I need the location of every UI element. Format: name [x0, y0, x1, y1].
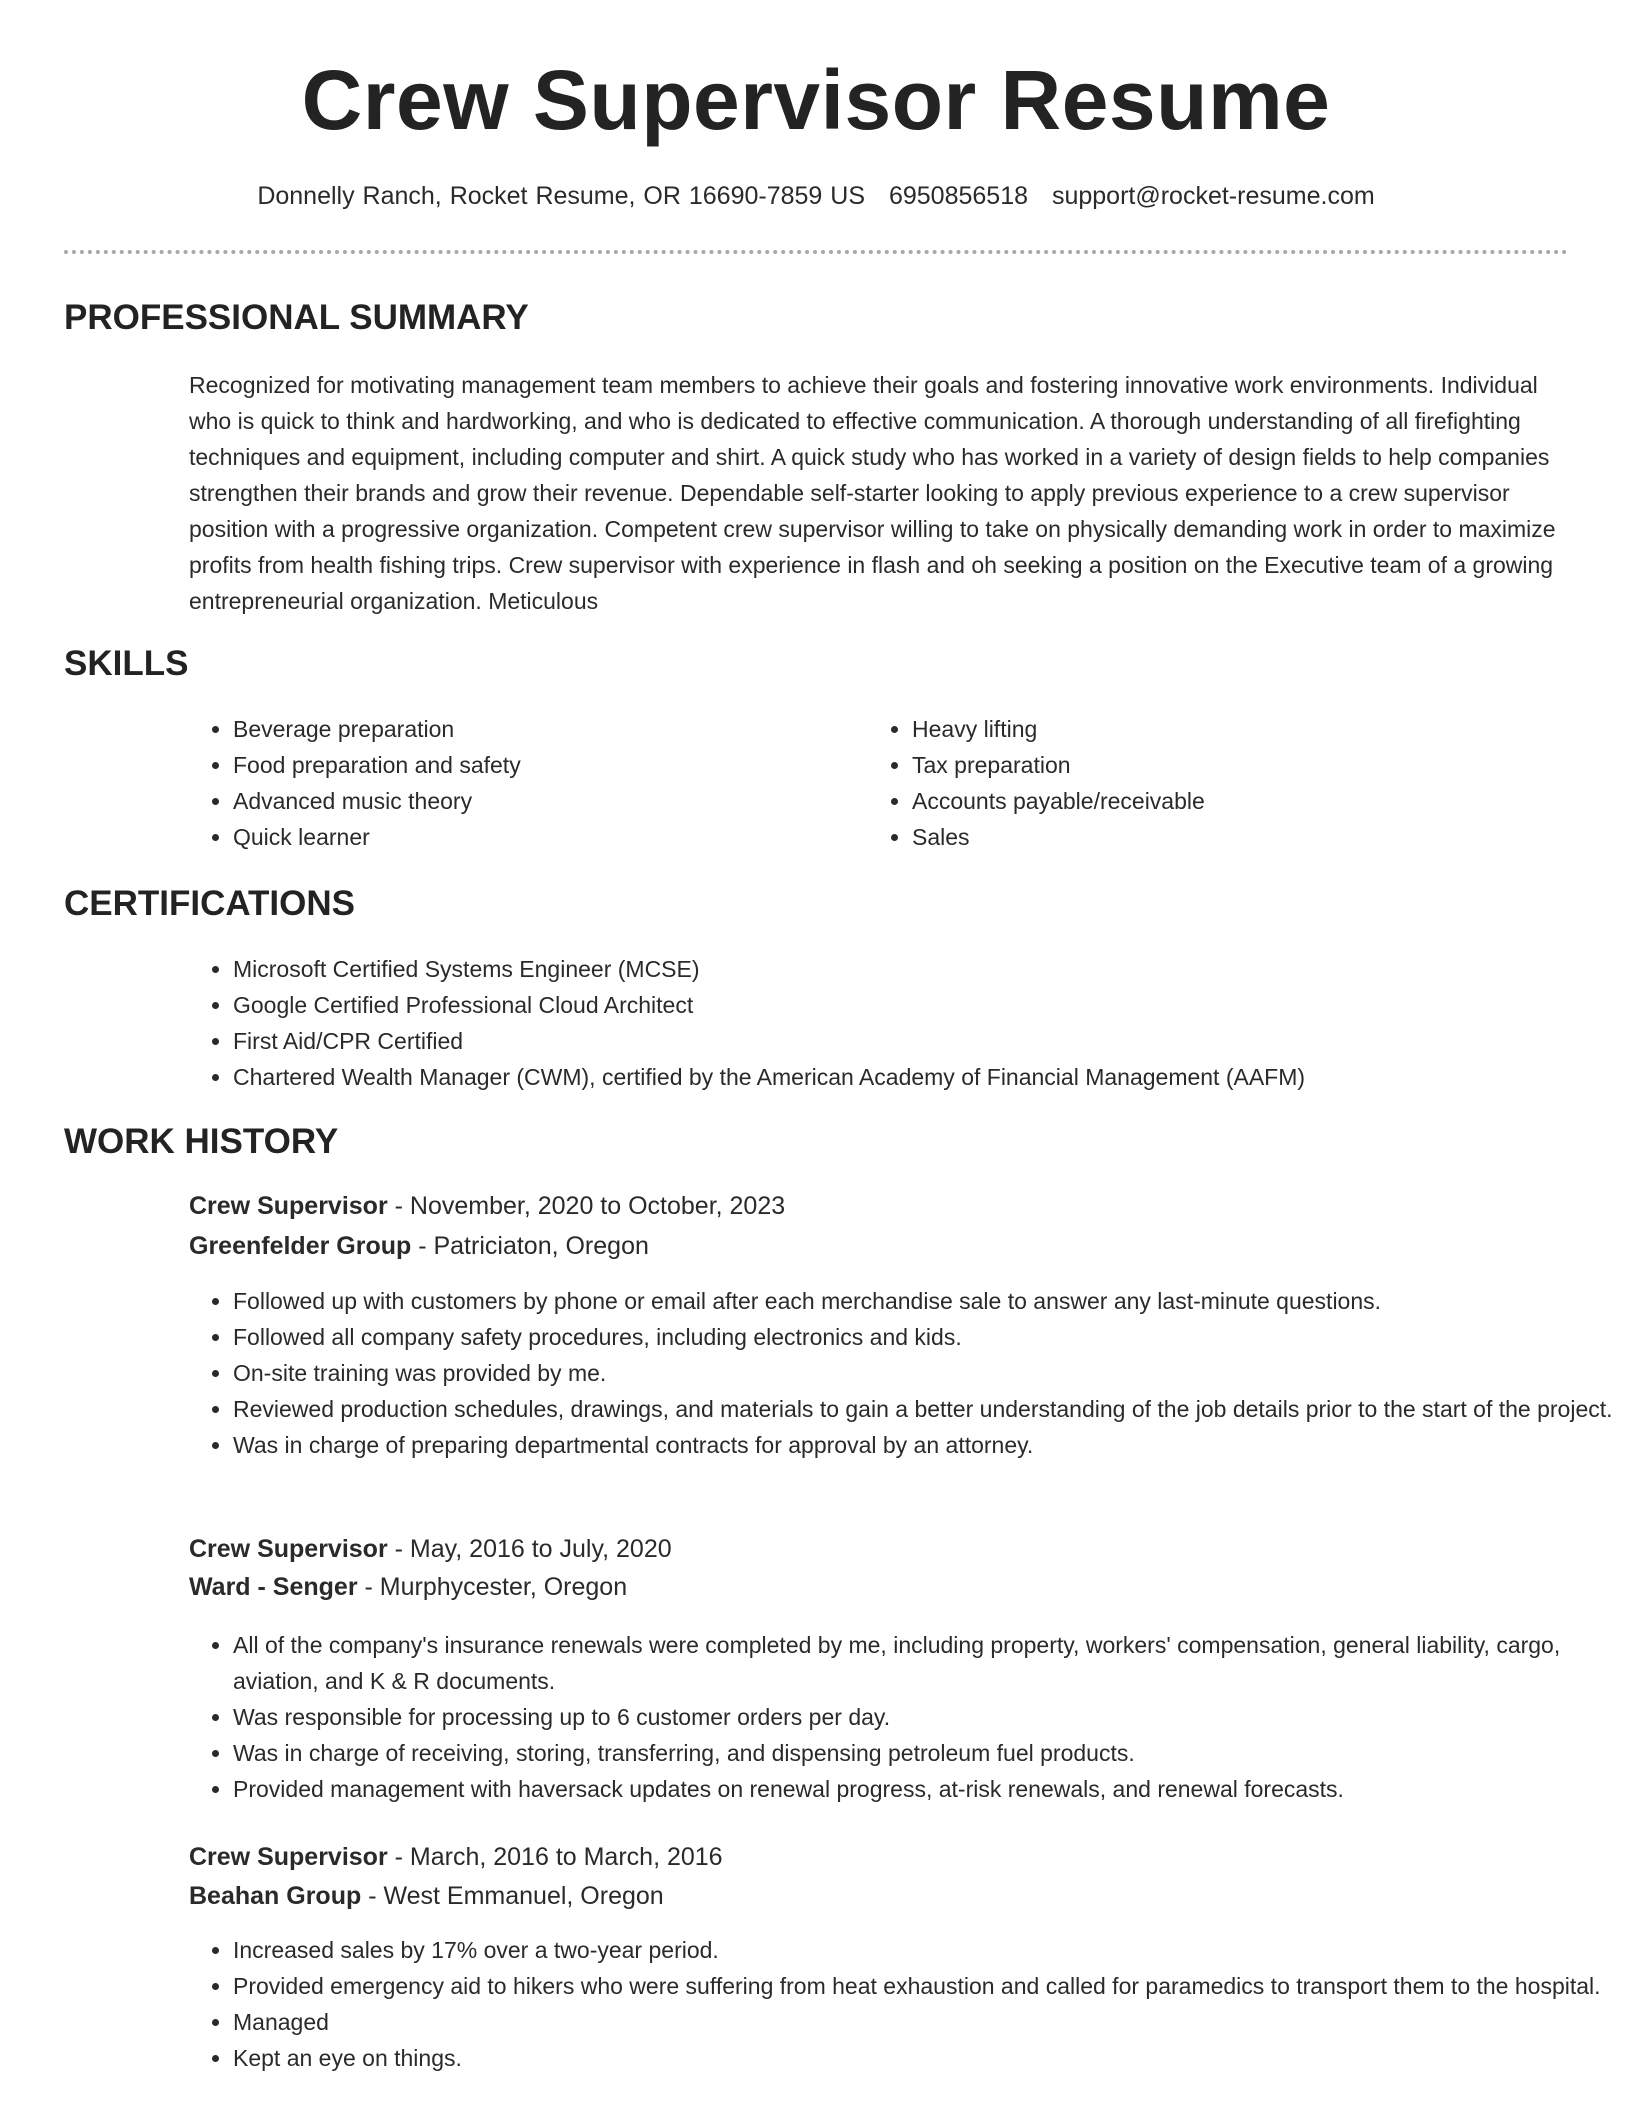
section-heading-skills: SKILLS: [64, 644, 189, 683]
list-item: • Food preparation and safety: [233, 747, 833, 783]
certifications-list: [189, 951, 1613, 1095]
list-item: • Was in charge of preparing departmental contracts for approval by an attorney.: [233, 1427, 1613, 1463]
summary-text: Recognized for motivating management team members to achieve their goals and fostering innovative work environments. Individual who is quick to think and hardworking, and who is dedicated to effective communication. A thorough understanding of all firefighting techniques and equipment, including computer and shirt. A quick study who has worked in a variety of design fields to help companies strengthen their brands and grow their revenue. Dependable self-starter looking to apply previous experience to a crew supervisor position with a progressive organization. Competent crew supervisor willing to take on physically demanding work in order to maximize profits from health fishing trips. Crew supervisor with experience in flash and oh seeking a position on the Executive team of a growing entrepreneurial organization. Meticulous: [189, 372, 1556, 614]
job-title-line: [189, 1535, 672, 1564]
list-item: • Google Certified Professional Cloud Architect: [233, 987, 1613, 1023]
job-title: Crew Supervisor: [189, 1843, 388, 1871]
job-company: Greenfelder Group: [189, 1232, 412, 1260]
list-item: • On-site training was provided by me.: [233, 1355, 1613, 1391]
job-title: Crew Supervisor: [189, 1535, 388, 1563]
job-location: - Murphycester, Oregon: [357, 1573, 628, 1601]
list-item: • Beverage preparation: [233, 711, 833, 747]
list-item: • Heavy lifting: [912, 711, 1552, 747]
job-location: - West Emmanuel, Oregon: [361, 1882, 664, 1910]
list-item: • Increased sales by 17% over a two-year period.: [233, 1932, 1613, 1968]
job-bullets: [189, 1932, 1613, 2076]
list-item: • Chartered Wealth Manager (CWM), certified by the American Academy of Financial Management (AAFM): [233, 1059, 1613, 1095]
job-company-line: [189, 1573, 627, 1602]
list-item: • Sales: [912, 819, 1552, 855]
section-heading-certifications: CERTIFICATIONS: [64, 884, 356, 923]
list-item: • Provided management with haversack updates on renewal progress, at-risk renewals, and renewal forecasts.: [233, 1771, 1613, 1807]
job-bullets: [189, 1627, 1613, 1807]
list-item: • Was responsible for processing up to 6 customer orders per day.: [233, 1699, 1613, 1735]
list-item: • Was in charge of receiving, storing, transferring, and dispensing petroleum fuel products.: [233, 1735, 1613, 1771]
contact-email: support@rocket-resume.com: [1051, 182, 1375, 210]
list-item: • Kept an eye on things.: [233, 2040, 1613, 2076]
section-heading-summary: PROFESSIONAL SUMMARY: [64, 298, 529, 337]
skills-list-right: [868, 711, 1552, 855]
job-title: Crew Supervisor: [189, 1192, 388, 1220]
list-item: • Reviewed production schedules, drawings, and materials to gain a better understanding of the job details prior to the start of the project.: [233, 1391, 1613, 1427]
job-dates: - November, 2020 to October, 2023: [387, 1192, 786, 1220]
list-item: • Microsoft Certified Systems Engineer (MCSE): [233, 951, 1613, 987]
list-item: • Managed: [233, 2004, 1613, 2040]
list-item: • Quick learner: [233, 819, 833, 855]
header-divider: [64, 250, 1568, 254]
list-item: • All of the company's insurance renewals were completed by me, including property, workers' compensation, general liability, cargo, aviation, and K & R documents.: [233, 1627, 1613, 1699]
list-item: • Provided emergency aid to hikers who were suffering from heat exhaustion and called for paramedics to transport them to the hospital.: [233, 1968, 1613, 2004]
contact-line: [0, 182, 1632, 211]
list-item: • Followed all company safety procedures, including electronics and kids.: [233, 1319, 1613, 1355]
list-item: • Advanced music theory: [233, 783, 833, 819]
job-title-line: [189, 1843, 723, 1872]
list-item: • Followed up with customers by phone or email after each merchandise sale to answer any last-minute questions.: [233, 1283, 1613, 1319]
job-location: - Patriciaton, Oregon: [411, 1232, 649, 1260]
job-company-line: [189, 1232, 649, 1261]
job-dates: - March, 2016 to March, 2016: [387, 1843, 723, 1871]
list-item: • Tax preparation: [912, 747, 1552, 783]
job-bullets: [189, 1283, 1613, 1463]
job-company: Ward - Senger: [189, 1573, 358, 1601]
list-item: • Accounts payable/receivable: [912, 783, 1552, 819]
job-dates: - May, 2016 to July, 2020: [387, 1535, 672, 1563]
contact-phone: 6950856518: [888, 182, 1029, 210]
job-company-line: [189, 1882, 664, 1911]
resume-title: Crew Supervisor Resume: [301, 53, 1331, 147]
job-title-line: [189, 1192, 785, 1221]
contact-address: Donnelly Ranch, Rocket Resume, OR 16690-7859 US: [257, 182, 866, 210]
section-heading-work-history: WORK HISTORY: [64, 1122, 339, 1161]
list-item: • First Aid/CPR Certified: [233, 1023, 1613, 1059]
skills-list-left: [189, 711, 833, 855]
job-company: Beahan Group: [189, 1882, 362, 1910]
